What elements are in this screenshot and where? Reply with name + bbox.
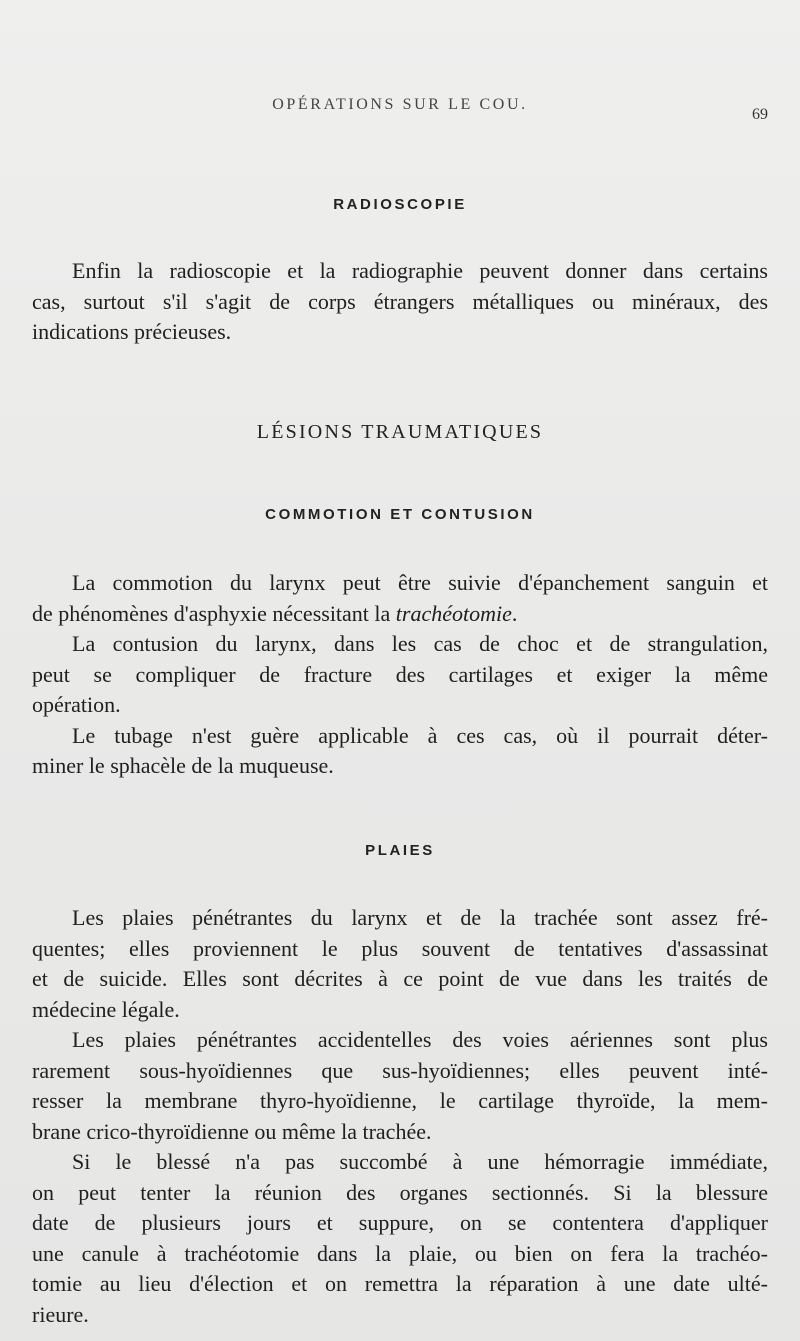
- text-line: miner le sphacèle de la muqueuse.: [32, 753, 334, 778]
- text-line: date de plusieurs jours et suppure, on se contentera d'appliquer: [32, 1210, 768, 1235]
- italic-term: trachéotomie: [395, 600, 512, 626]
- heading-lesions-traumatiques: LÉSIONS TRAUMATIQUES: [256, 421, 544, 443]
- running-title: OPÉRATIONS SUR LE COU.: [272, 96, 528, 113]
- text-line: quentes; elles proviennent le plus souvent de tentatives d'assassinat: [32, 935, 768, 961]
- text-line: La commotion du larynx peut être suivie d'épanchement sanguin et: [72, 570, 768, 595]
- heading-radioscopie: RADIOSCOPIE: [333, 196, 467, 213]
- page-number: 69: [752, 106, 768, 123]
- text-line: médecine légale.: [32, 996, 180, 1022]
- text-line: [32, 599, 768, 630]
- text-line: une canule à trachéotomie dans la plaie, ou bien on fera la trachéo-: [32, 1240, 768, 1266]
- text-segment: .: [511, 600, 518, 626]
- text-line: resser la membrane thyro-hyoïdienne, le cartilage thyroïde, la mem-: [32, 1088, 768, 1113]
- paragraph-commotion: [32, 568, 768, 782]
- heading-commotion-contusion: COMMOTION ET CONTUSION: [265, 506, 535, 523]
- text-line: cas, surtout s'il s'agit de corps étrangers métalliques ou minéraux, des: [32, 288, 768, 314]
- text-line: et de suicide. Elles sont décrites à ce point de vue dans les traités de: [32, 966, 768, 991]
- text-line: peut se compliquer de fracture des cartilages et exiger la même: [32, 661, 768, 687]
- text-line: opération.: [32, 692, 121, 717]
- text-segment: de phénomènes d'asphyxie nécessitant la: [32, 600, 396, 626]
- text-line: on peut tenter la réunion des organes sectionnés. Si la blessure: [32, 1179, 768, 1205]
- text-line: indications précieuses.: [32, 319, 232, 344]
- paragraph-plaies: [32, 903, 768, 1330]
- text-line: tomie au lieu d'élection et on remettra la réparation à une date ulté-: [32, 1271, 768, 1296]
- paragraph-radioscopie: [32, 256, 768, 348]
- text-line: Le tubage n'est guère applicable à ces cas, où il pourrait déter-: [72, 722, 768, 748]
- text-line: Enfin la radioscopie et la radiographie peuvent donner dans certains: [72, 258, 768, 283]
- text-line: rieure.: [32, 1301, 89, 1327]
- text-line: brane crico-thyroïdienne ou même la trachée.: [32, 1118, 432, 1144]
- text-line: Les plaies pénétrantes du larynx et de la trachée sont assez fré-: [72, 905, 768, 930]
- heading-plaies: PLAIES: [365, 842, 435, 859]
- text-line: La contusion du larynx, dans les cas de choc et de strangulation,: [72, 631, 768, 656]
- text-line: rarement sous-hyoïdiennes que sus-hyoïdiennes; elles peuvent inté-: [32, 1057, 768, 1083]
- text-line: Les plaies pénétrantes accidentelles des voies aériennes sont plus: [72, 1027, 768, 1052]
- text-line: Si le blessé n'a pas succombé à une hémorragie immédiate,: [72, 1149, 768, 1174]
